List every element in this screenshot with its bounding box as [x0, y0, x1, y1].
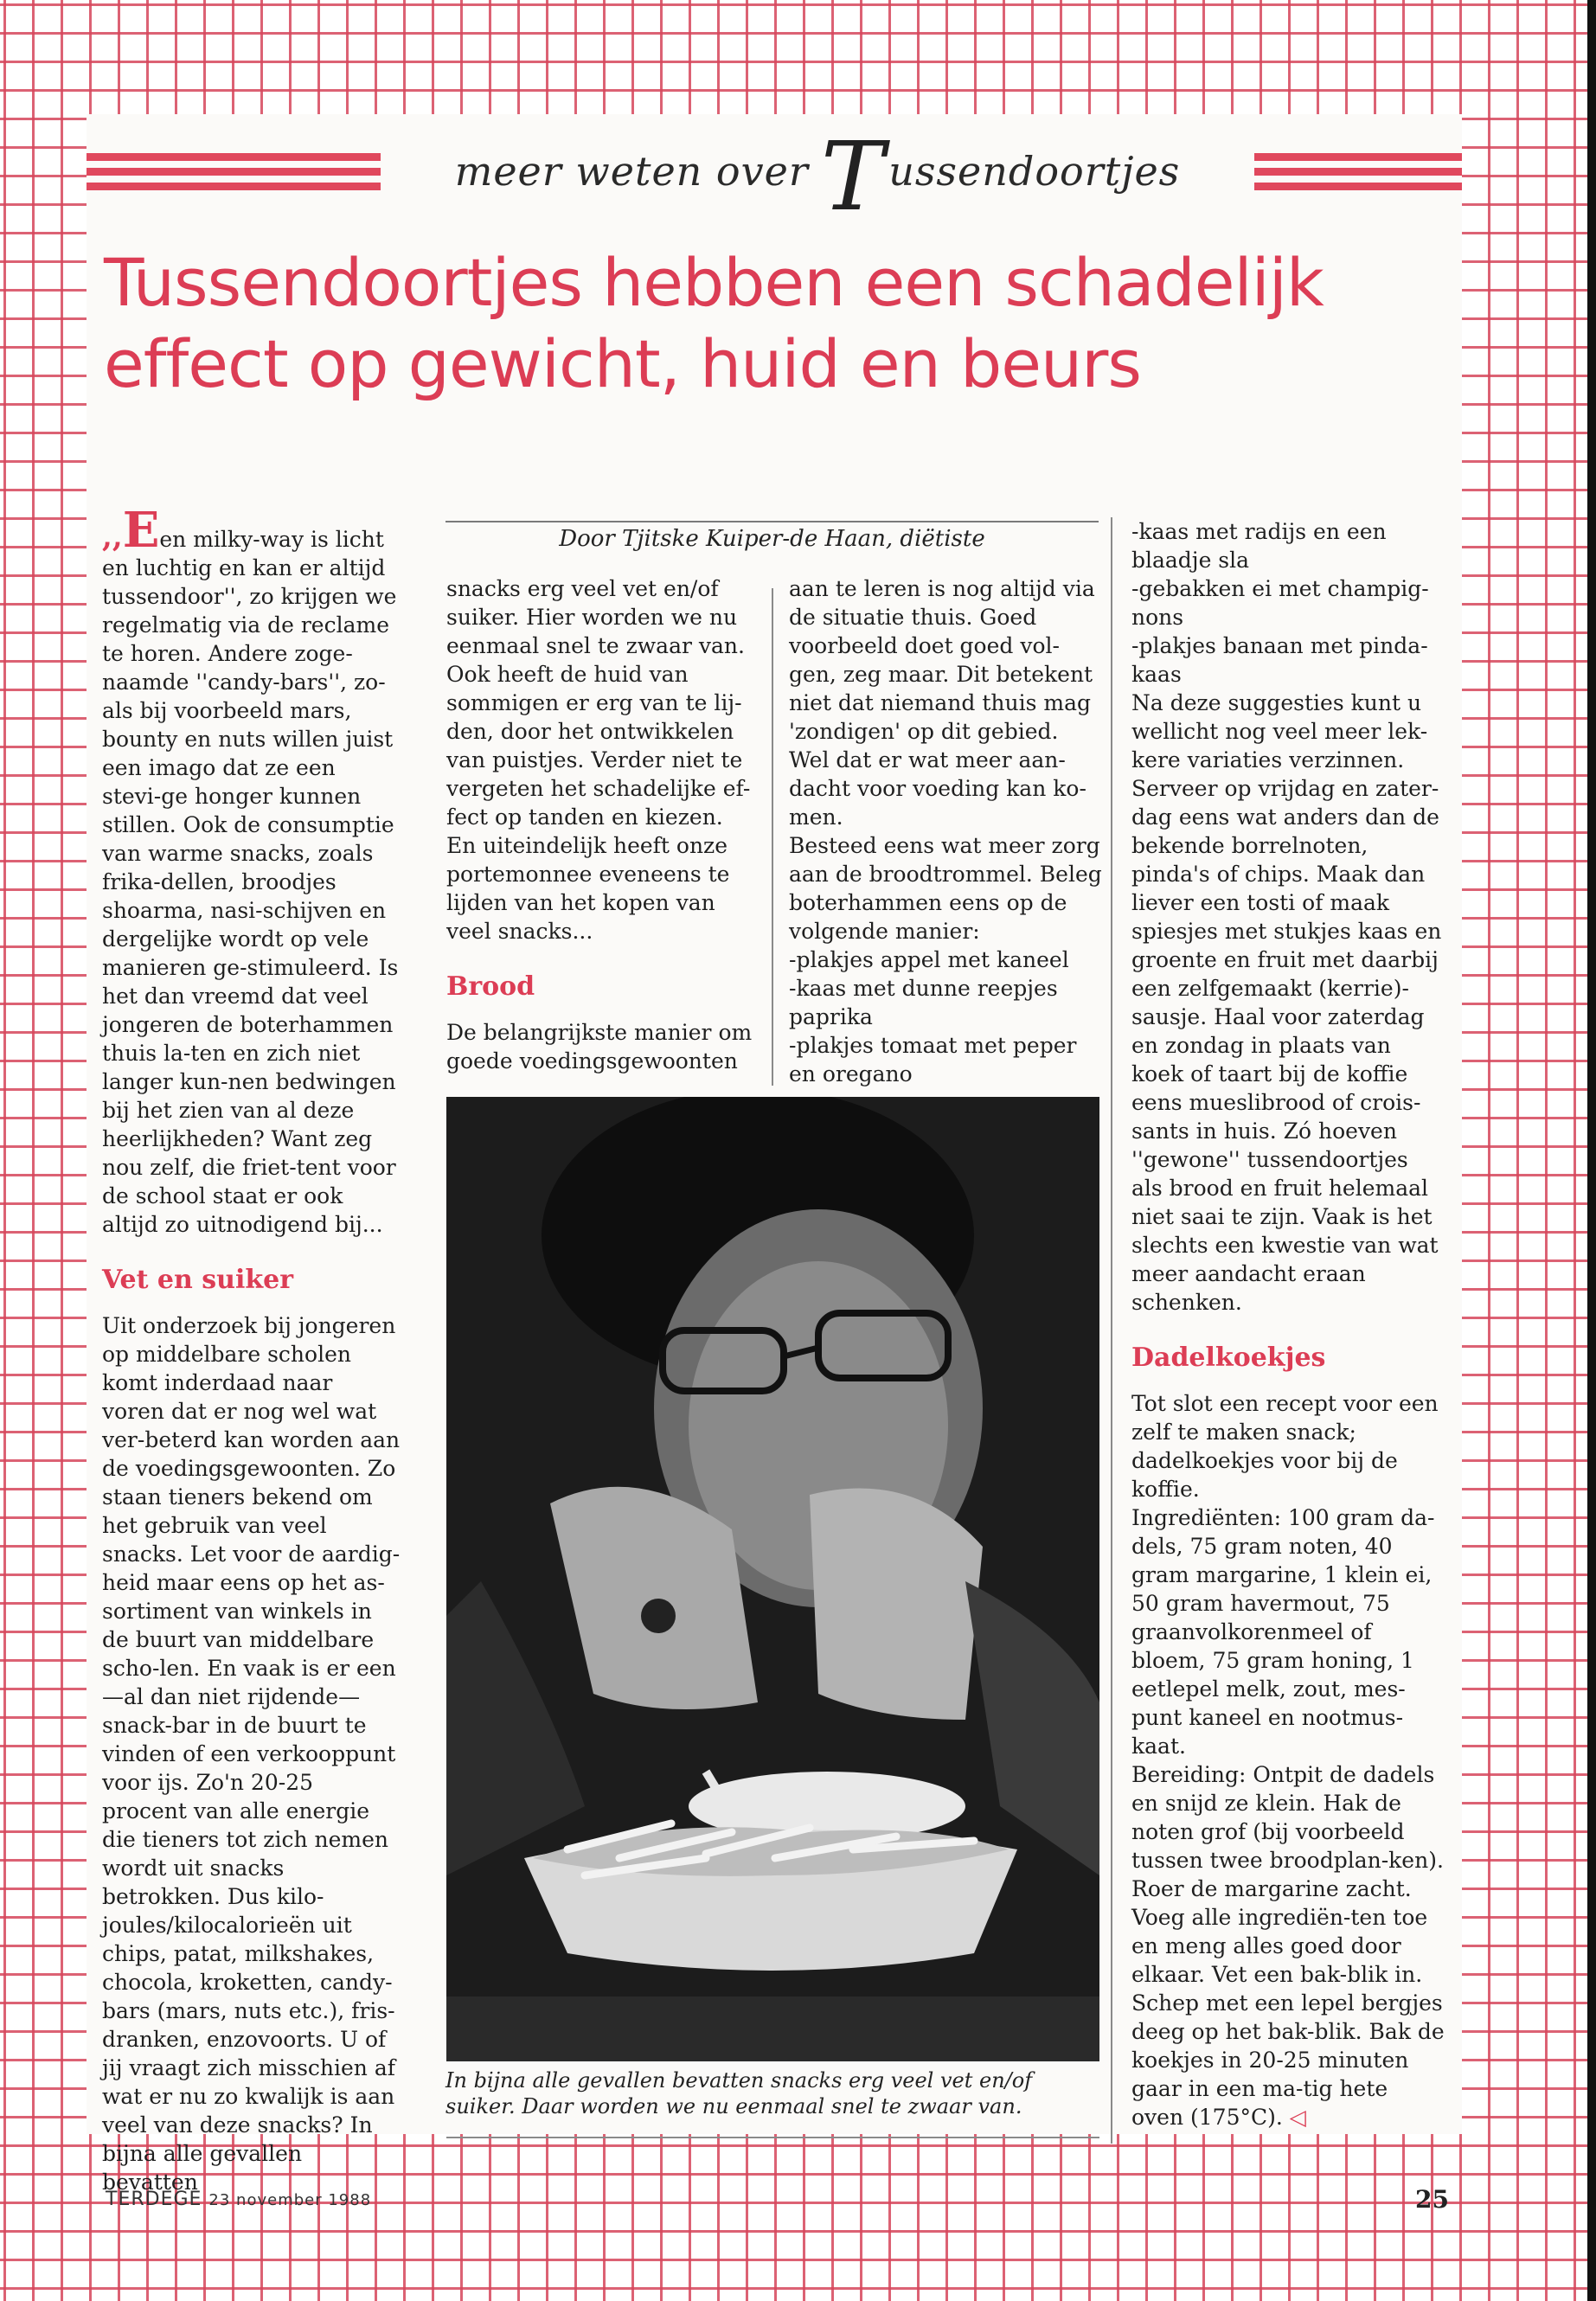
end-mark-icon: ◁: [1289, 2105, 1307, 2130]
magazine-name: TERDEGE: [106, 2189, 202, 2210]
column-2: [446, 574, 756, 1075]
page-number: 25: [1415, 2185, 1449, 2214]
section-header: [87, 121, 1462, 232]
heading-vet-en-suiker: Vet en suiker: [102, 1265, 294, 1295]
recipe-method: [1131, 1760, 1445, 2131]
column-3: [789, 574, 1105, 1088]
drop-cap: E: [122, 502, 160, 559]
section-title: [381, 121, 1254, 232]
issue-date: 23 november 1988: [208, 2191, 372, 2209]
sandwich-list: -plakjes appel met kaneel -kaas met dunne reepjes paprika -plakjes tomaat met peper en oregano: [789, 947, 1077, 1086]
section-title-rest: ussendoortjes: [888, 148, 1181, 195]
column-divider: [772, 588, 773, 1086]
recipe-method-text: Bereiding: Ontpit de dadels en snijd ze klein. Hak de noten grof (bij voorbeeld tussen twee broodplan-ken). Roer de margarine zacht. Voeg alle ingrediën-ten toe en meng alles goed door elkaar. Vet een bak-blik in. Schep met een lepel bergjes deeg op het bak-blik. Bak de koekjes in 20-25 minuten gaar in een ma-tig hete oven (175°C).: [1131, 1762, 1445, 2130]
heading-brood: Brood: [446, 971, 535, 1002]
caption-rule: [446, 2137, 1099, 2138]
byline: Door Tjitske Kuiper-de Haan, diëtiste: [445, 521, 1099, 552]
recipe-intro: Tot slot een recept voor een zelf te maken snack; dadelkoekjes voor bij de koffie.: [1131, 1391, 1439, 1502]
scan-edge: [1587, 0, 1596, 2301]
brood-text: De belangrijkste manier om goede voedingsgewoonten: [446, 1020, 753, 1074]
section-title-initial: T: [820, 121, 886, 232]
suggestions-text: Na deze suggesties kunt u wellicht nog veel meer lek-kere variaties verzinnen. Serveer op vrijdag en zater-dag eens wat anders dan de bekende borrelnoten, pinda's of chips. Maak dan liever een tosti of maak spiesjes met stukjes kaas en groente en fruit met daarbij een zelfgemaakt (kerrie)-sausje. Haal voor zaterdag en zondag in plaats van koek of taart bij de koffie eens mueslibrood of crois-sants in huis. Zó hoeven ''gewone'' tussendoortjes als brood en fruit helemaal niet saai te zijn. Vaak is het slechts een kwestie van wat meer aandacht eraan schenken.: [1131, 690, 1442, 1315]
sandwich-list-continued: -kaas met radijs en een blaadje sla -gebakken ei met champig-nons -plakjes banaan met pinda-kaas: [1131, 519, 1429, 687]
intro-paragraph: [102, 502, 401, 1239]
section-title-prefix: meer weten over: [454, 148, 809, 195]
open-quote: ,,: [102, 520, 123, 554]
heading-dadelkoekjes: Dadelkoekjes: [1131, 1343, 1326, 1373]
column-3-text: aan te leren is nog altijd via de situatie thuis. Goed voorbeeld doet goed vol-gen, zeg maar. Dit betekent niet dat niemand thuis mag 'zondigen' op dit gebied. Wel dat er wat meer aan-dacht voor voeding kan ko-men.: [789, 576, 1095, 830]
photo-man-eating-fries: [446, 1097, 1099, 2061]
intro-text: en milky-way is licht en luchtig en kan er altijd tussendoor'', zo krijgen we regelmatig via de reclame te horen. Andere zoge-naamde ''candy-bars'', zo-als bij voorbeeld mars, bounty en nuts willen juist een imago dat ze een stevi-ge honger kunnen stillen. Ook de consumptie van warme snacks, zoals frika-dellen, broodjes shoarma, nasi-schijven en dergelijke wordt op vele manieren ge-stimuleerd. Is het dan vreemd dat veel jongeren de boterhammen thuis la-ten en zich niet langer kun-nen bedwingen bij het zien van al deze heerlijkheden? Want zeg nou zelf, die friet-tent voor de school staat er ook altijd zo uitnodigend bij...: [102, 527, 399, 1237]
right-column-divider: [1111, 517, 1112, 2144]
column-1: [102, 502, 401, 2196]
column-2-text: snacks erg veel vet en/of suiker. Hier worden we nu eenmaal snel te zwaar van. Ook heeft de huid van sommigen er erg van te lij-den, door het ontwikkelen van puistjes. Verder niet te vergeten het schadelijke ef-fect op tanden en kiezen. En uiteindelijk heeft onze portemonnee eveneens te lijden van het kopen van veel snacks...: [446, 576, 751, 944]
recipe-ingredients: Ingrediënten: 100 gram da-dels, 75 gram noten, 40 gram margarine, 1 klein ei, 50 gram havermout, 75 graanvolkorenmeel of bloem, 75 gram honing, 1 eetlepel melk, zout, mes-punt kaneel en nootmus-kaat.: [1131, 1505, 1435, 1759]
footer-publication: [106, 2189, 371, 2210]
column-4: [1131, 517, 1445, 2131]
broodtrommel-text: Besteed eens wat meer zorg aan de broodtrommel. Beleg boterhammen eens op de volgende manier:: [789, 833, 1102, 944]
vet-en-suiker-text: Uit onderzoek bij jongeren op middelbare scholen komt inderdaad naar voren dat er nog wel wat ver-beterd kan worden aan de voedingsgewoonten. Zo staan tieners bekend om het gebruik van veel snacks. Let voor de aardig-heid maar eens op het as-sortiment van winkels in de buurt van middelbare scho-len. En vaak is er een —al dan niet rijdende— snack-bar in de buurt te vinden of een verkooppunt voor ijs. Zo'n 20-25 procent van alle energie die tieners tot zich nemen wordt uit snacks betrokken. Dus kilo-joules/kilocalorieën uit chips, patat, milkshakes, chocola, kroketten, candy-bars (mars, nuts etc.), fris-dranken, enzovoorts. U of jij vraagt zich misschien af wat er nu zo kwalijk is aan veel van deze snacks? In bijna alle gevallen bevatten: [102, 1313, 401, 2195]
photo-caption: In bijna alle gevallen bevatten snacks erg veel vet en/of suiker. Daar worden we nu eenmaal snel te zwaar van.: [445, 2068, 1033, 2118]
photo-illustration: [446, 1097, 1099, 2061]
article-headline: Tussendoortjes hebben een schadelijk effect op gewicht, huid en beurs: [104, 244, 1324, 402]
